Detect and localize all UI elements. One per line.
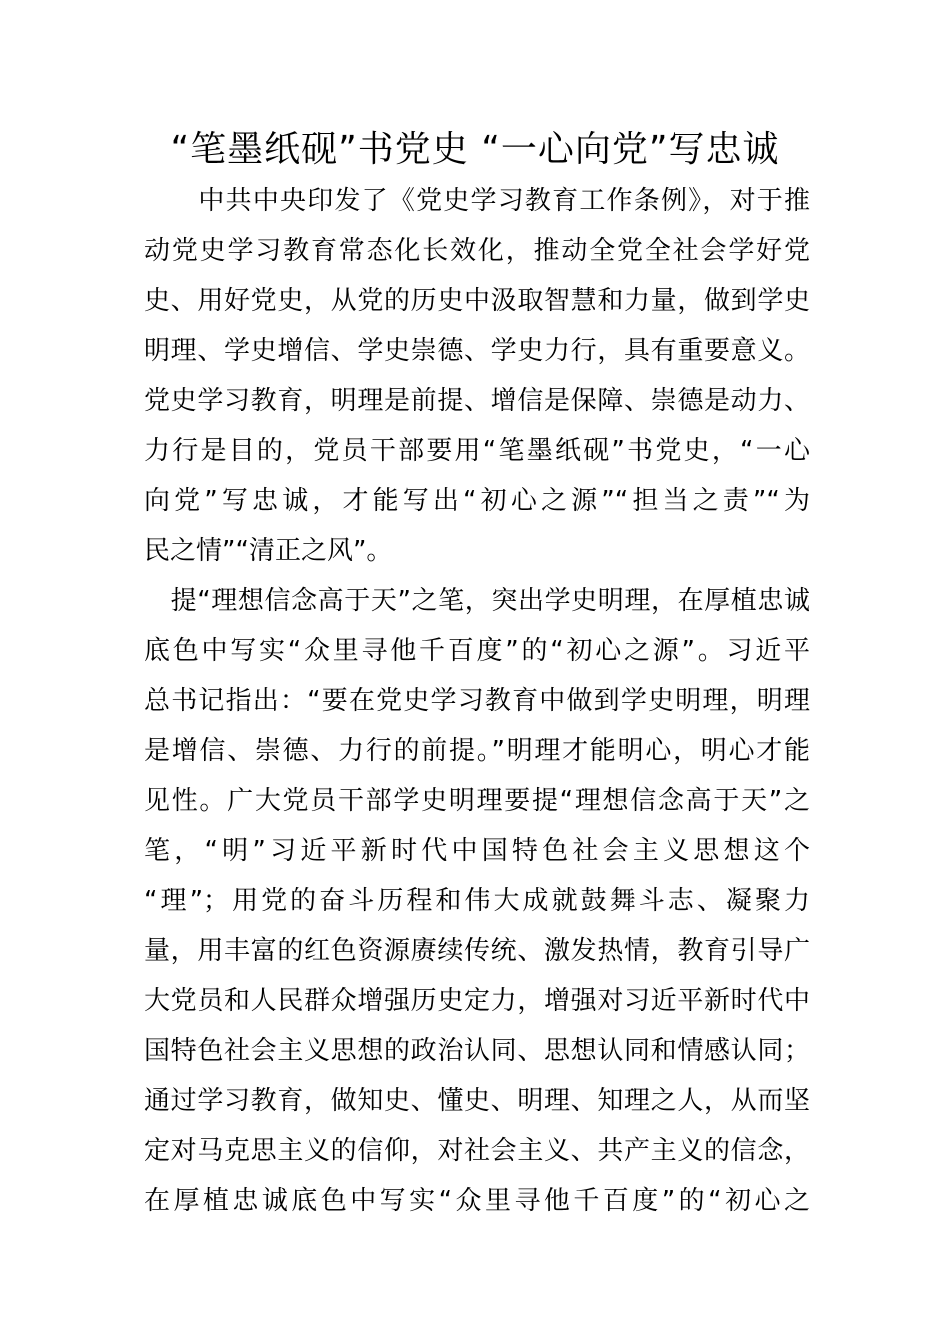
text-line: 是增信、崇德、力行的前提。”明理才能明心，明心才能 bbox=[144, 736, 810, 766]
text-line: 总书记指出：“要在党史学习教育中做到学史明理，明理 bbox=[144, 686, 810, 716]
text-line: “理”；用党的奋斗历程和伟大成就鼓舞斗志、凝聚力 bbox=[144, 886, 810, 916]
text-line: 见性。广大党员干部学史明理要提“理想信念高于天”之 bbox=[144, 786, 810, 816]
text-line: 定对马克思主义的信仰，对社会主义、共产主义的信念， bbox=[144, 1136, 810, 1166]
document-title: “笔墨纸砚”书党史 “一心向党”写忠诚 bbox=[170, 129, 780, 170]
text-line: 国特色社会主义思想的政治认同、思想认同和情感认同； bbox=[144, 1036, 810, 1066]
text-line: 史、用好党史，从党的历史中汲取智慧和力量，做到学史 bbox=[144, 286, 810, 316]
text-line: 中共中央印发了《党史学习教育工作条例》，对于推 bbox=[144, 186, 810, 216]
text-line: 党史学习教育，明理是前提、增信是保障、崇德是动力、 bbox=[144, 386, 810, 416]
text-line: 通过学习教育，做知史、懂史、明理、知理之人，从而坚 bbox=[144, 1086, 810, 1116]
text-line: 动党史学习教育常态化长效化，推动全党全社会学好党 bbox=[144, 236, 810, 266]
text-line: 量，用丰富的红色资源赓续传统、激发热情，教育引导广 bbox=[144, 936, 810, 966]
text-line: 笔，“明”习近平新时代中国特色社会主义思想这个 bbox=[144, 836, 810, 866]
text-line: 提“理想信念高于天”之笔，突出学史明理，在厚植忠诚 bbox=[144, 586, 810, 616]
document-body bbox=[144, 176, 810, 1226]
text-line: 大党员和人民群众增强历史定力，增强对习近平新时代中 bbox=[144, 986, 810, 1016]
text-line: 力行是目的，党员干部要用“笔墨纸砚”书党史，“一心 bbox=[144, 436, 810, 466]
text-line: 在厚植忠诚底色中写实“众里寻他千百度”的“初心之 bbox=[144, 1186, 810, 1216]
text-line: 底色中写实“众里寻他千百度”的“初心之源”。习近平 bbox=[144, 636, 810, 666]
text-line: 明理、学史增信、学史崇德、学史力行，具有重要意义。 bbox=[144, 336, 810, 366]
text-line: 向党”写忠诚，才能写出“初心之源”“担当之责”“为 bbox=[144, 486, 810, 516]
text-line: 民之情”“清正之风”。 bbox=[144, 536, 393, 566]
